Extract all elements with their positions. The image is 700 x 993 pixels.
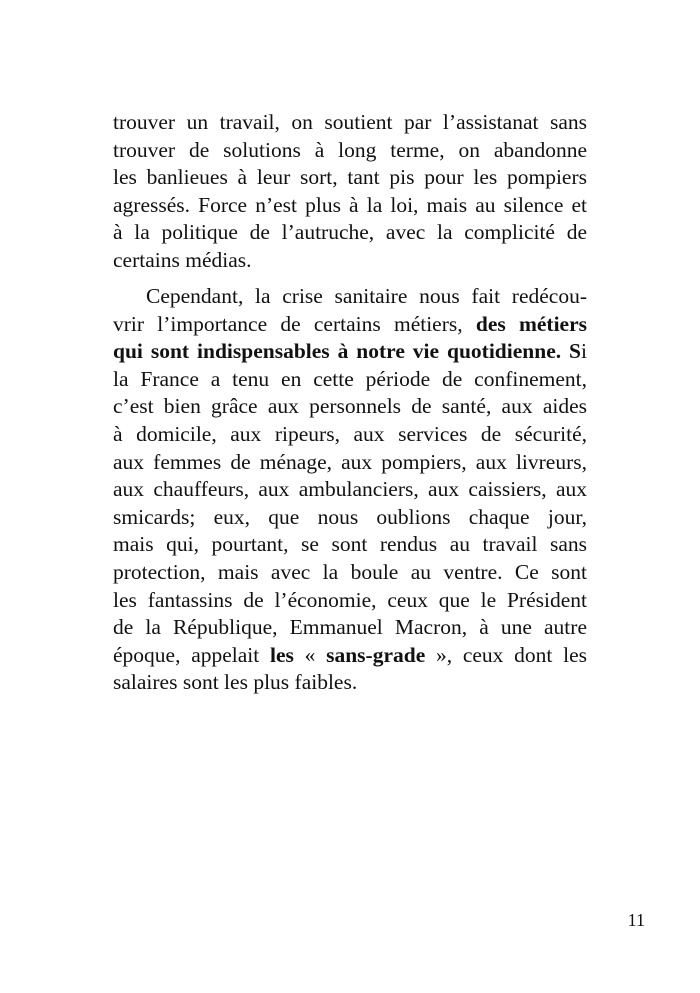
paragraph-2	[113, 283, 587, 697]
paragraph-2-line: aux chauffeurs, aux ambulanciers, aux caissiers, aux	[113, 477, 587, 502]
bold-text: des métiers	[475, 311, 587, 336]
paragraph-2-line: smicards; eux, que nous oublions chaque jour,	[113, 504, 587, 529]
plain-text: «	[293, 642, 327, 667]
bold-text: sans-grade	[326, 642, 426, 667]
paragraph-1-line: trouver un travail, on soutient par l’assistanat sans	[113, 110, 587, 134]
paragraph-1	[113, 109, 587, 275]
paragraph-2-line: aux femmes de ménage, aux pompiers, aux livreurs,	[113, 449, 587, 474]
paragraph-2-line: protection, mais avec la boule au ventre. Ce sont	[113, 559, 587, 584]
paragraph-2-line: à domicile, aux ripeurs, aux services de sécurité,	[113, 421, 587, 446]
paragraph-2-line: c’est bien grâce aux personnels de santé, aux aides	[113, 394, 587, 419]
paragraph-1-line: agressés. Force n’est plus à la loi, mais au silence et	[113, 192, 587, 217]
plain-text: époque, appelait	[113, 642, 270, 667]
bold-text: qui sont indispensables à notre vie quotidienne. S	[113, 339, 582, 364]
paragraph-2-line	[113, 311, 587, 339]
paragraph-1-line: à la politique de l’autruche, avec la complicité de	[113, 220, 587, 245]
page-number: 11	[627, 910, 645, 930]
paragraph-1-line: certains médias.	[113, 247, 252, 272]
paragraph-1-line: trouver de solutions à long terme, on abandonne	[113, 137, 587, 162]
paragraph-2-line	[113, 642, 587, 670]
paragraph-2-line: mais qui, pourtant, se sont rendus au travail sans	[113, 532, 587, 557]
paragraph-2-line: les fantassins de l’économie, ceux que le Président	[113, 587, 587, 612]
bold-text: les	[269, 642, 294, 667]
paragraph-2-line: de la République, Emmanuel Macron, à une autre	[113, 615, 587, 640]
paragraph-2-line	[113, 338, 587, 366]
paragraph-2-line: Cependant, la crise sanitaire nous fait redécou-	[146, 284, 587, 308]
plain-text: », ceux dont les	[425, 642, 587, 667]
paragraph-2-line: salaires sont les plus faibles.	[113, 670, 358, 695]
paragraph-2-line: la France a tenu en cette période de confinement,	[113, 366, 587, 391]
plain-text: i	[581, 339, 587, 364]
paragraph-1-line: les banlieues à leur sort, tant pis pour les pompiers	[113, 165, 587, 190]
plain-text: vrir l’importance de certains métiers,	[113, 311, 476, 336]
